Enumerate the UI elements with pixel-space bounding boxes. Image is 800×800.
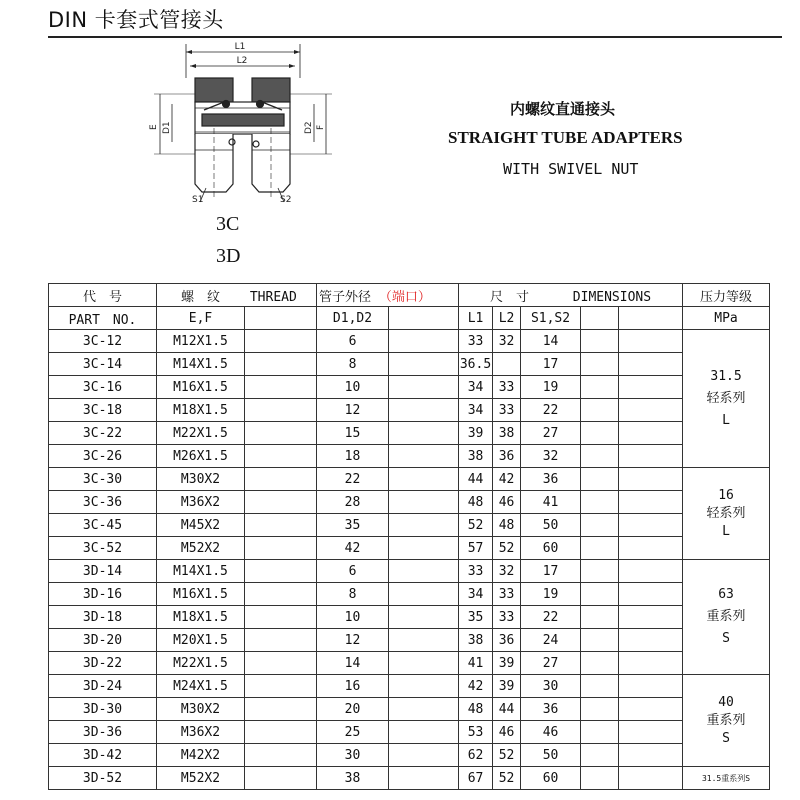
heading-english-line2: WITH SWIVEL NUT [503,160,639,178]
table-row [49,560,770,583]
cell-l1: 34 [459,583,493,606]
cell-s: 27 [521,422,581,445]
cell-l1: 33 [459,330,493,353]
cell-l1: 33 [459,560,493,583]
cell-thread: M45X2 [157,514,245,537]
cell-part-no: 3C-26 [49,445,157,468]
header-size-cn: 尺 寸 [489,289,529,305]
cell-s: 60 [521,767,581,790]
cell-l2: 46 [493,491,521,514]
cell-tube-od: 15 [317,422,389,445]
model-label-3c: 3C [216,213,240,235]
header-l1: L1 [459,307,493,330]
cell-l2: 48 [493,514,521,537]
header-l2: L2 [493,307,521,330]
cell-l2: 36 [493,629,521,652]
pressure-group [683,468,770,560]
cell-thread: M30X2 [157,698,245,721]
cell-tube-od: 22 [317,468,389,491]
cell-s: 27 [521,652,581,675]
pressure-series: 重系列 [706,712,746,728]
pressure-series: 轻系列 [706,390,746,406]
cell-thread: M52X2 [157,537,245,560]
cell-tube-od: 20 [317,698,389,721]
table-row [49,537,770,560]
cell-part-no: 3C-45 [49,514,157,537]
cell-s: 14 [521,330,581,353]
cell-thread: M30X2 [157,468,245,491]
cell-l1: 41 [459,652,493,675]
pressure-value: 40 [718,694,734,710]
cell-l2 [493,353,521,376]
model-label-3d: 3D [216,245,241,267]
cell-l1: 67 [459,767,493,790]
cell-l1: 36.5 [459,353,493,376]
pressure-series: 重系列 [706,609,746,624]
cell-l1: 34 [459,376,493,399]
cell-l2: 52 [493,537,521,560]
header-tube-od-cn: 管子外径 [319,289,372,305]
cell-tube-od: 8 [317,353,389,376]
cell-s: 50 [521,514,581,537]
pressure-note: 31.5重系列S [701,773,751,783]
cell-s: 46 [521,721,581,744]
cell-l2: 33 [493,583,521,606]
cell-l1: 62 [459,744,493,767]
dim-label-l2: L2 [236,56,248,66]
table-row [49,652,770,675]
header-thread-cn: 螺 纹 [181,289,221,305]
cell-l1: 35 [459,606,493,629]
cell-s: 36 [521,468,581,491]
header-code: 代 号 [49,284,157,307]
header-s: S1,S2 [521,307,581,330]
table-row [49,698,770,721]
cell-thread: M52X2 [157,767,245,790]
cell-l2: 36 [493,445,521,468]
cell-part-no: 3D-16 [49,583,157,606]
cell-l1: 52 [459,514,493,537]
cell-l2: 52 [493,767,521,790]
cell-l2: 44 [493,698,521,721]
pressure-group [683,675,770,767]
spec-table [48,283,770,790]
cell-thread: M16X1.5 [157,376,245,399]
cell-thread: M26X1.5 [157,445,245,468]
cell-tube-od: 35 [317,514,389,537]
cell-part-no: 3C-52 [49,537,157,560]
table-row [49,353,770,376]
header-tube-od [317,284,459,307]
cell-tube-od: 14 [317,652,389,675]
cell-l1: 53 [459,721,493,744]
table-row [49,514,770,537]
cell-l1: 42 [459,675,493,698]
table-row [49,376,770,399]
cell-part-no: 3C-14 [49,353,157,376]
cell-l1: 38 [459,445,493,468]
dim-label-f: F [316,124,326,130]
cell-s: 22 [521,606,581,629]
cell-part-no: 3D-22 [49,652,157,675]
cell-l2: 33 [493,376,521,399]
header-port-cn: （端口） [378,289,431,305]
pressure-value: 31.5 [710,368,742,384]
cell-l2: 39 [493,675,521,698]
cell-s: 17 [521,560,581,583]
dim-label-d2: D2 [304,121,314,134]
cell-thread: M12X1.5 [157,330,245,353]
cell-s: 41 [521,491,581,514]
fitting-drawing [140,38,350,210]
header-pressure-unit: MPa [683,307,770,330]
cell-l2: 38 [493,422,521,445]
header-size-en: DIMENSIONS [572,289,652,305]
table-row [49,629,770,652]
table-header-row-1 [49,284,770,307]
cell-thread: M18X1.5 [157,399,245,422]
cell-l1: 57 [459,537,493,560]
table-row [49,583,770,606]
cell-tube-od: 28 [317,491,389,514]
cell-part-no: 3D-20 [49,629,157,652]
cell-s: 60 [521,537,581,560]
table-row [49,330,770,353]
cell-thread: M36X2 [157,721,245,744]
cell-l2: 33 [493,399,521,422]
cell-part-no: 3C-36 [49,491,157,514]
cell-l2: 52 [493,744,521,767]
cell-part-no: 3D-36 [49,721,157,744]
page-title: DIN 卡套式管接头 [48,8,224,32]
header-dimensions [459,284,683,307]
cell-tube-od: 38 [317,767,389,790]
pressure-series: 轻系列 [706,505,746,521]
cell-l2: 39 [493,652,521,675]
pressure-value: 16 [718,487,734,503]
pressure-value: 63 [718,587,734,602]
table-row [49,767,770,790]
header-part-no: PART NO. [49,307,157,330]
cell-s: 19 [521,376,581,399]
cell-l1: 44 [459,468,493,491]
dim-label-s1: S1 [192,195,204,205]
table-row [49,744,770,767]
header-thread [157,284,317,307]
table-row [49,721,770,744]
cell-tube-od: 16 [317,675,389,698]
cell-l2: 46 [493,721,521,744]
table-row [49,399,770,422]
cell-part-no: 3D-42 [49,744,157,767]
cell-s: 17 [521,353,581,376]
dim-label-d1: D1 [162,121,172,134]
cell-thread: M18X1.5 [157,606,245,629]
pressure-code: S [722,730,730,746]
cell-s: 36 [521,698,581,721]
cell-l2: 33 [493,606,521,629]
header-thread-en: THREAD [249,289,297,305]
header-tube-od-d: D1,D2 [317,307,389,330]
cell-l2: 32 [493,560,521,583]
cell-s: 19 [521,583,581,606]
cell-l1: 39 [459,422,493,445]
cell-s: 32 [521,445,581,468]
cell-part-no: 3C-22 [49,422,157,445]
cell-part-no: 3D-52 [49,767,157,790]
cell-tube-od: 6 [317,330,389,353]
cell-thread: M14X1.5 [157,560,245,583]
cell-thread: M16X1.5 [157,583,245,606]
cell-s: 50 [521,744,581,767]
cell-part-no: 3D-30 [49,698,157,721]
pressure-code: L [722,412,730,428]
cell-s: 24 [521,629,581,652]
cell-part-no: 3D-18 [49,606,157,629]
cell-part-no: 3C-30 [49,468,157,491]
cell-tube-od: 6 [317,560,389,583]
cell-tube-od: 42 [317,537,389,560]
cell-tube-od: 10 [317,376,389,399]
cell-thread: M20X1.5 [157,629,245,652]
spec-table-body [49,330,770,790]
dim-label-e: E [149,124,159,130]
table-row [49,606,770,629]
table-row [49,468,770,491]
cell-thread: M24X1.5 [157,675,245,698]
cell-l1: 34 [459,399,493,422]
cell-tube-od: 25 [317,721,389,744]
heading-english-line1: STRAIGHT TUBE ADAPTERS [448,128,683,147]
pressure-group [683,767,770,790]
pressure-group [683,560,770,675]
cell-thread: M36X2 [157,491,245,514]
table-row [49,445,770,468]
pressure-group [683,330,770,468]
cell-tube-od: 18 [317,445,389,468]
cell-tube-od: 12 [317,399,389,422]
table-header-row-2 [49,307,770,330]
cell-tube-od: 12 [317,629,389,652]
cell-thread: M22X1.5 [157,652,245,675]
table-row [49,491,770,514]
heading-chinese: 内螺纹直通接头 [510,100,616,118]
cell-s: 22 [521,399,581,422]
cell-thread: M42X2 [157,744,245,767]
cell-l1: 38 [459,629,493,652]
cell-part-no: 3C-16 [49,376,157,399]
dim-label-s2: S2 [280,195,292,205]
cell-s: 30 [521,675,581,698]
cell-l1: 48 [459,698,493,721]
cell-l2: 42 [493,468,521,491]
pressure-code: L [722,523,730,539]
header-pressure: 压力等级 [683,284,770,307]
cell-tube-od: 10 [317,606,389,629]
header-thread-ef: E,F [157,307,245,330]
table-row [49,422,770,445]
dim-label-l1: L1 [234,42,246,52]
cell-part-no: 3D-14 [49,560,157,583]
cell-thread: M14X1.5 [157,353,245,376]
pressure-code: S [722,631,730,646]
table-row [49,675,770,698]
cell-part-no: 3C-18 [49,399,157,422]
cell-part-no: 3D-24 [49,675,157,698]
cell-tube-od: 30 [317,744,389,767]
cell-thread: M22X1.5 [157,422,245,445]
cell-part-no: 3C-12 [49,330,157,353]
cell-l1: 48 [459,491,493,514]
cell-tube-od: 8 [317,583,389,606]
cell-l2: 32 [493,330,521,353]
